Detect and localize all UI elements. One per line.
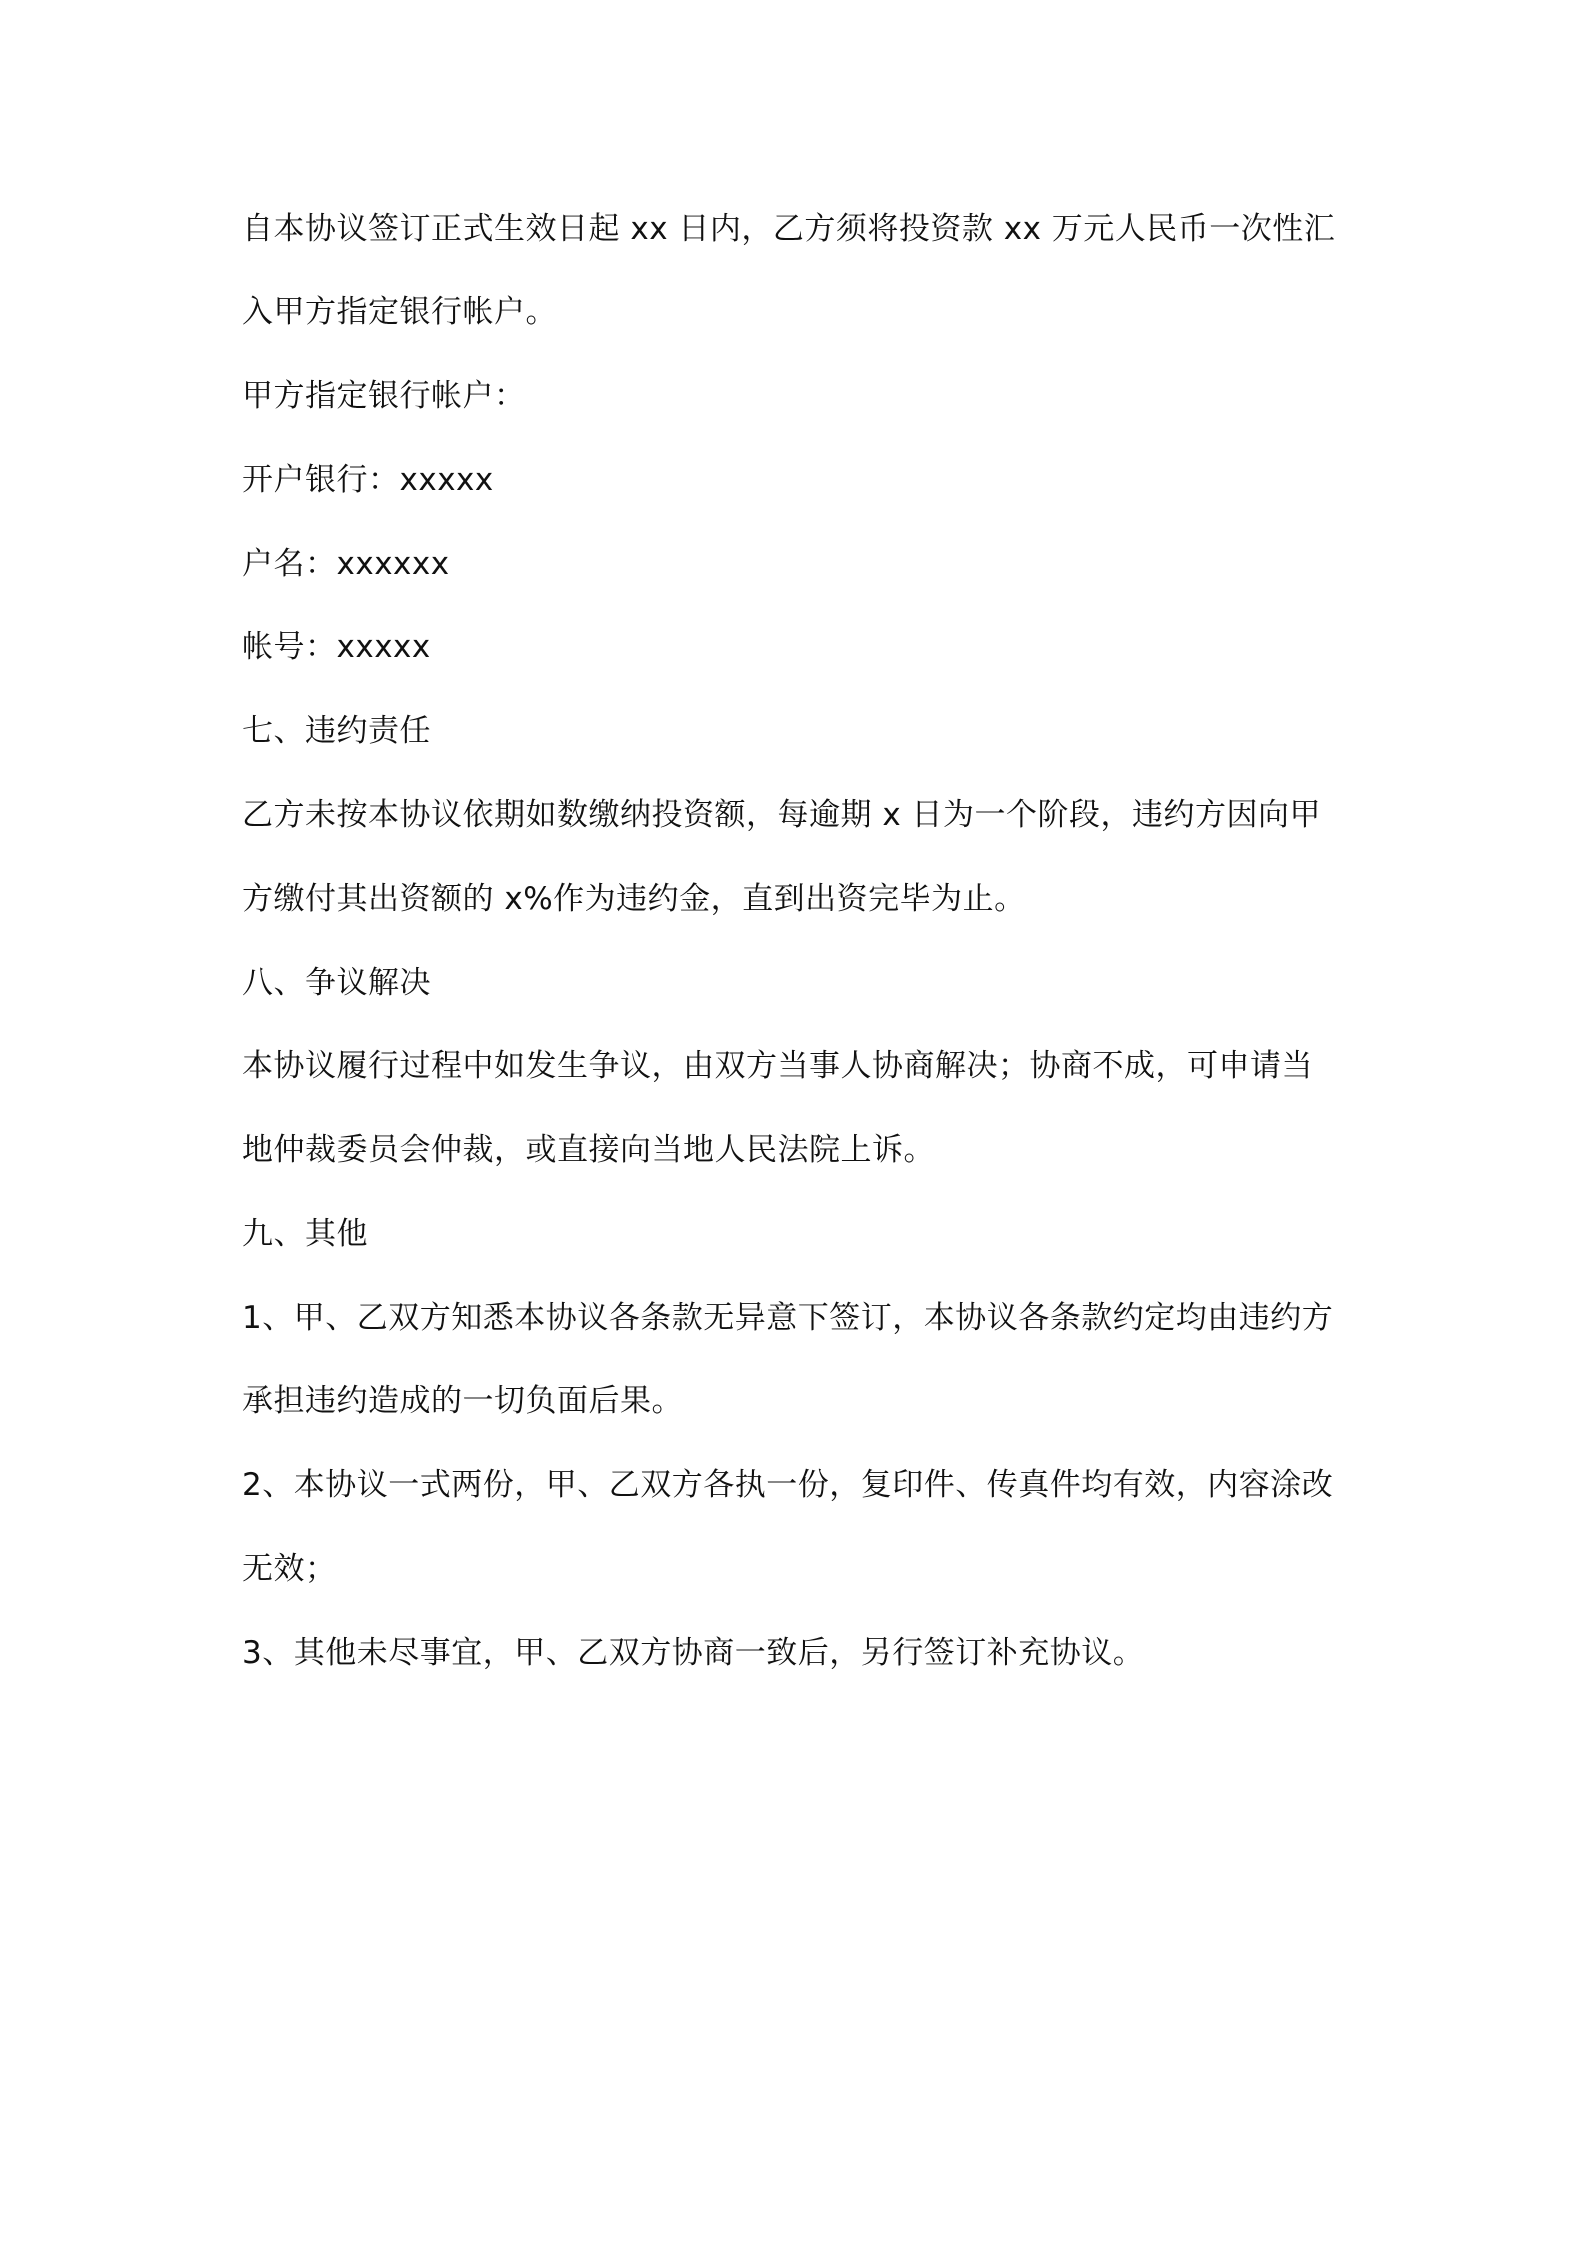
section-heading-other: 九、其他 <box>242 1216 368 1252</box>
clause-2-line-2: 无效； <box>242 1551 337 1587</box>
account-holder-line: 户名：xxxxxx <box>242 546 450 582</box>
account-number-line: 帐号：xxxxx <box>242 629 431 665</box>
paragraph-dispute-line-2: 地仲裁委员会仲裁，或直接向当地人民法院上诉。 <box>242 1132 935 1168</box>
clause-3-line-1: 3、其他未尽事宜，甲、乙双方协商一致后，另行签订补充协议。 <box>242 1635 1145 1671</box>
bank-name-line: 开户银行：xxxxx <box>242 462 494 498</box>
section-heading-dispute: 八、争议解决 <box>242 965 431 1001</box>
clause-1-line-1: 1、甲、乙双方知悉本协议各条款无异意下签订，本协议各条款约定均由违约方 <box>242 1300 1334 1336</box>
clause-2-line-1: 2、本协议一式两份，甲、乙双方各执一份，复印件、传真件均有效，内容涂改 <box>242 1467 1334 1503</box>
paragraph-breach-line-2: 方缴付其出资额的 x%作为违约金，直到出资完毕为止。 <box>242 881 1026 917</box>
paragraph-breach-line-1: 乙方未按本协议依期如数缴纳投资额，每逾期 x 日为一个阶段，违约方因向甲 <box>242 797 1322 833</box>
paragraph-payment-line-2: 入甲方指定银行帐户。 <box>242 294 557 330</box>
paragraph-dispute-line-1: 本协议履行过程中如发生争议，由双方当事人协商解决；协商不成，可申请当 <box>242 1048 1313 1084</box>
clause-1-line-2: 承担违约造成的一切负面后果。 <box>242 1383 683 1419</box>
paragraph-payment-line-1: 自本协议签订正式生效日起 xx 日内，乙方须将投资款 xx 万元人民币一次性汇 <box>242 211 1336 247</box>
bank-account-heading: 甲方指定银行帐户： <box>242 378 526 414</box>
section-heading-breach: 七、违约责任 <box>242 713 431 749</box>
